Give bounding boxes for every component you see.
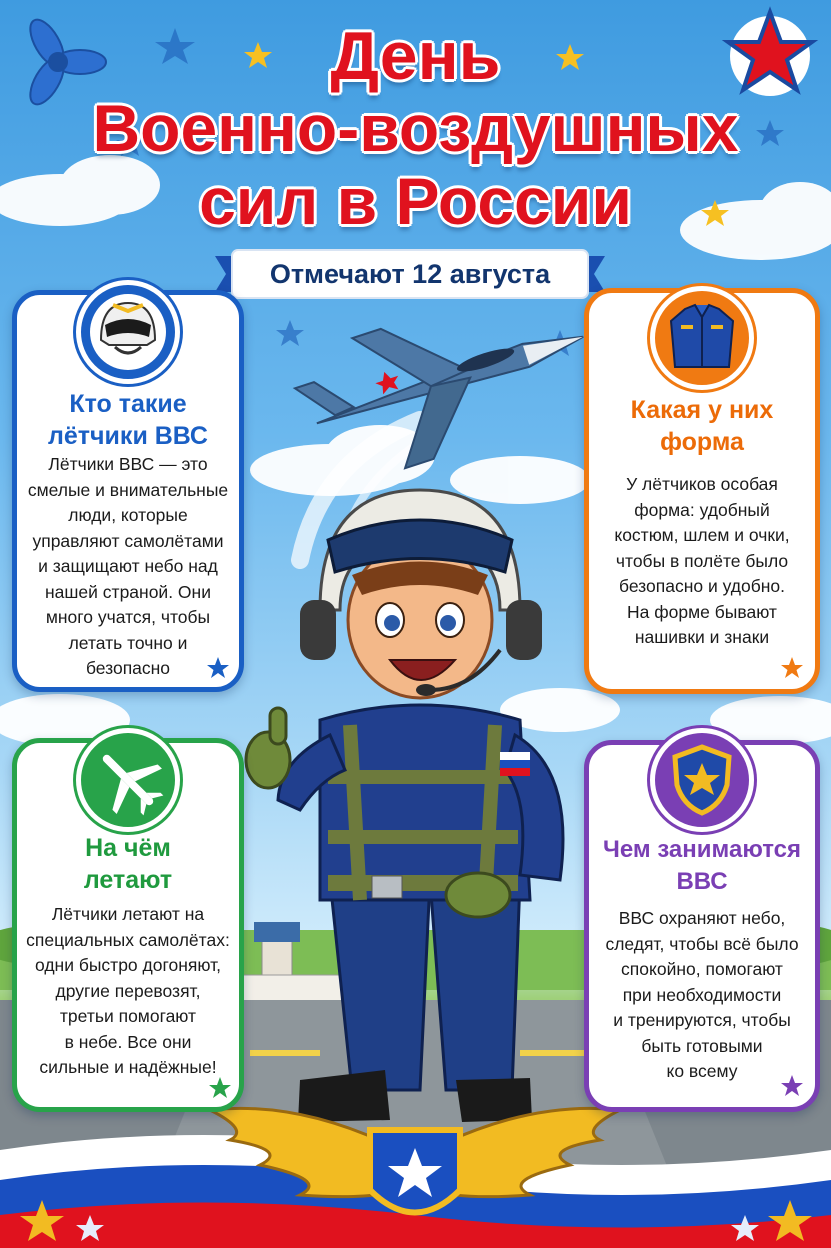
pilot-helmet-icon bbox=[76, 280, 180, 384]
card-heading-fly: На чём летают bbox=[83, 834, 173, 894]
shield-star-icon bbox=[650, 728, 754, 832]
airplane-icon bbox=[76, 728, 180, 832]
card-text-vvs: ВВС охраняют небо, следят, чтобы всё было спокойно, помогают при необходимости и тренируются, чтобы быть готовыми ко всему bbox=[605, 908, 799, 1081]
subtitle-ribbon: Отмечают 12 августа bbox=[269, 259, 551, 289]
title-line-2: Военно-воздушных bbox=[92, 91, 739, 165]
star-icon bbox=[208, 1076, 232, 1100]
star-icon bbox=[206, 656, 230, 680]
star-icon bbox=[780, 1074, 804, 1098]
title-line-1: День bbox=[330, 18, 501, 94]
card-text-fly: Лётчики летают на специальных самолётах: одни быстро догоняют, другие перевозят, третьи помогают в небе. Все они сильные и надёжные! bbox=[26, 904, 230, 1077]
card-heading-uniform: Какая у них форма bbox=[630, 396, 774, 456]
card-text-who: Лётчики ВВС — это смелые и внимательные люди, которые управляют самолётами и защищают небо над нашей страной. Они много учатся, чтобы летать точно и безопасно bbox=[27, 454, 229, 678]
card-heading-vvs: Чем занимаются ВВС bbox=[603, 836, 801, 895]
card-heading-who: Кто такие лётчики ВВС bbox=[48, 390, 208, 450]
uniform-jacket-icon bbox=[650, 286, 754, 390]
title-line-3: сил в России bbox=[199, 164, 632, 238]
star-icon bbox=[780, 656, 804, 680]
card-text-uniform: У лётчиков особая форма: удобный костюм, шлем и очки, чтобы в полёте было безопасно и удобно. На форме бывают нашивки и знаки bbox=[614, 474, 790, 647]
